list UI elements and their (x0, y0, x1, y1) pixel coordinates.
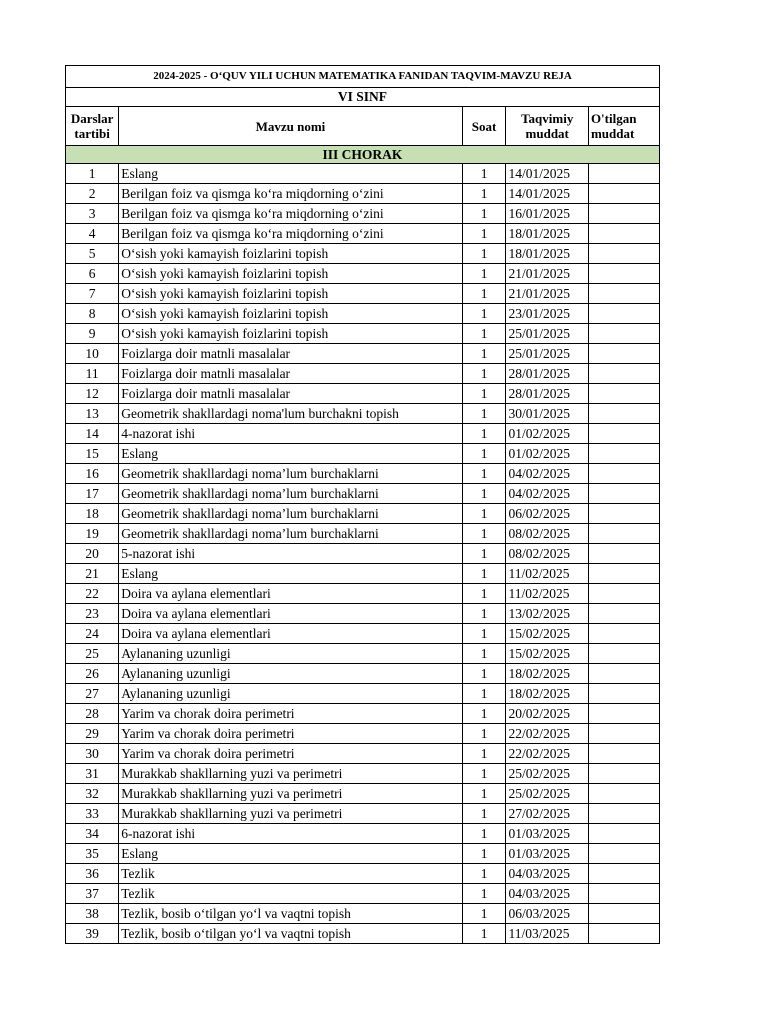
table-row (66, 924, 660, 944)
lesson-number: 23 (66, 604, 119, 624)
quarter-label: III CHORAK (66, 146, 660, 164)
lesson-planned-date: 04/03/2025 (506, 884, 588, 904)
table-row (66, 744, 660, 764)
lesson-number: 4 (66, 224, 119, 244)
lesson-completed-date (588, 644, 659, 664)
table-row (66, 184, 660, 204)
lesson-planned-date: 15/02/2025 (506, 644, 588, 664)
lesson-hours: 1 (462, 644, 506, 664)
lesson-topic: Eslang (119, 444, 462, 464)
lesson-topic: O‘sish yoki kamayish foizlarini topish (119, 304, 462, 324)
lesson-topic: Yarim va chorak doira perimetri (119, 724, 462, 744)
lesson-completed-date (588, 364, 659, 384)
lesson-number: 25 (66, 644, 119, 664)
lesson-completed-date (588, 744, 659, 764)
lesson-planned-date: 06/02/2025 (506, 504, 588, 524)
lesson-completed-date (588, 704, 659, 724)
lesson-completed-date (588, 844, 659, 864)
lesson-topic: Berilgan foiz va qismga ko‘ra miqdorning o‘zini (119, 184, 462, 204)
table-row (66, 644, 660, 664)
lesson-planned-date: 01/03/2025 (506, 824, 588, 844)
lesson-hours: 1 (462, 424, 506, 444)
lesson-topic: Foizlarga doir matnli masalalar (119, 344, 462, 364)
lesson-number: 38 (66, 904, 119, 924)
lesson-topic: Eslang (119, 164, 462, 184)
lesson-hours: 1 (462, 564, 506, 584)
lesson-topic: Murakkab shakllarning yuzi va perimetri (119, 804, 462, 824)
lesson-completed-date (588, 804, 659, 824)
lesson-planned-date: 08/02/2025 (506, 524, 588, 544)
lesson-topic: Geometrik shakllardagi noma'lum burchakni topish (119, 404, 462, 424)
table-row (66, 784, 660, 804)
lesson-number: 11 (66, 364, 119, 384)
lesson-hours: 1 (462, 824, 506, 844)
table-row (66, 604, 660, 624)
lesson-hours: 1 (462, 404, 506, 424)
lesson-completed-date (588, 924, 659, 944)
lesson-hours: 1 (462, 544, 506, 564)
lesson-topic: Geometrik shakllardagi noma’lum burchaklarni (119, 464, 462, 484)
lesson-planned-date: 08/02/2025 (506, 544, 588, 564)
lesson-completed-date (588, 164, 659, 184)
table-row (66, 264, 660, 284)
lesson-number: 37 (66, 884, 119, 904)
lesson-completed-date (588, 564, 659, 584)
lesson-topic: O‘sish yoki kamayish foizlarini topish (119, 284, 462, 304)
table-row (66, 884, 660, 904)
lesson-topic: Geometrik shakllardagi noma’lum burchaklarni (119, 524, 462, 544)
lesson-hours: 1 (462, 324, 506, 344)
table-row (66, 324, 660, 344)
lesson-planned-date: 04/02/2025 (506, 464, 588, 484)
lesson-number: 6 (66, 264, 119, 284)
lesson-hours: 1 (462, 664, 506, 684)
lesson-completed-date (588, 504, 659, 524)
lesson-topic: Aylananing uzunligi (119, 684, 462, 704)
lesson-planned-date: 13/02/2025 (506, 604, 588, 624)
lesson-completed-date (588, 724, 659, 744)
lesson-completed-date (588, 884, 659, 904)
table-row (66, 824, 660, 844)
lesson-completed-date (588, 184, 659, 204)
lesson-hours: 1 (462, 464, 506, 484)
lesson-hours: 1 (462, 804, 506, 824)
lesson-hours: 1 (462, 844, 506, 864)
header-hours: Soat (462, 107, 506, 146)
header-planned: Taqvimiy muddat (506, 107, 588, 146)
lesson-planned-date: 15/02/2025 (506, 624, 588, 644)
lesson-hours: 1 (462, 284, 506, 304)
lesson-completed-date (588, 524, 659, 544)
table-row (66, 584, 660, 604)
lesson-topic: O‘sish yoki kamayish foizlarini topish (119, 324, 462, 344)
lesson-planned-date: 25/01/2025 (506, 324, 588, 344)
lesson-number: 21 (66, 564, 119, 584)
lesson-hours: 1 (462, 904, 506, 924)
lesson-planned-date: 11/03/2025 (506, 924, 588, 944)
lesson-number: 2 (66, 184, 119, 204)
lesson-topic: Tezlik (119, 884, 462, 904)
lesson-topic: Yarim va chorak doira perimetri (119, 744, 462, 764)
lesson-completed-date (588, 864, 659, 884)
lesson-completed-date (588, 224, 659, 244)
lesson-number: 22 (66, 584, 119, 604)
lesson-number: 5 (66, 244, 119, 264)
table-row (66, 804, 660, 824)
lesson-planned-date: 01/03/2025 (506, 844, 588, 864)
lesson-topic: Geometrik shakllardagi noma’lum burchaklarni (119, 484, 462, 504)
lesson-topic: Doira va aylana elementlari (119, 604, 462, 624)
lesson-number: 33 (66, 804, 119, 824)
lesson-planned-date: 01/02/2025 (506, 444, 588, 464)
lesson-hours: 1 (462, 684, 506, 704)
lesson-hours: 1 (462, 304, 506, 324)
lesson-completed-date (588, 384, 659, 404)
table-row (66, 304, 660, 324)
table-row (66, 344, 660, 364)
table-row (66, 844, 660, 864)
lesson-completed-date (588, 324, 659, 344)
lesson-planned-date: 22/02/2025 (506, 724, 588, 744)
lesson-completed-date (588, 284, 659, 304)
table-row (66, 684, 660, 704)
lesson-planned-date: 23/01/2025 (506, 304, 588, 324)
lesson-completed-date (588, 604, 659, 624)
lesson-hours: 1 (462, 724, 506, 744)
header-topic: Mavzu nomi (119, 107, 462, 146)
header-completed: O'tilgan muddat (588, 107, 659, 146)
lesson-topic: O‘sish yoki kamayish foizlarini topish (119, 264, 462, 284)
lesson-planned-date: 25/02/2025 (506, 764, 588, 784)
lesson-topic: Doira va aylana elementlari (119, 584, 462, 604)
table-row (66, 224, 660, 244)
lesson-topic: Eslang (119, 844, 462, 864)
lesson-planned-date: 16/01/2025 (506, 204, 588, 224)
lesson-hours: 1 (462, 264, 506, 284)
lesson-hours: 1 (462, 204, 506, 224)
lesson-completed-date (588, 544, 659, 564)
lesson-plan-table (65, 65, 660, 944)
lesson-topic: Tezlik (119, 864, 462, 884)
lesson-planned-date: 27/02/2025 (506, 804, 588, 824)
lesson-completed-date (588, 424, 659, 444)
lesson-topic: Geometrik shakllardagi noma’lum burchaklarni (119, 504, 462, 524)
table-row (66, 244, 660, 264)
lesson-completed-date (588, 464, 659, 484)
table-row (66, 484, 660, 504)
lesson-number: 24 (66, 624, 119, 644)
lesson-topic: Murakkab shakllarning yuzi va perimetri (119, 784, 462, 804)
lesson-topic: Murakkab shakllarning yuzi va perimetri (119, 764, 462, 784)
lesson-topic: Tezlik, bosib o‘tilgan yo‘l va vaqtni topish (119, 924, 462, 944)
lesson-hours: 1 (462, 744, 506, 764)
table-row (66, 704, 660, 724)
lesson-hours: 1 (462, 344, 506, 364)
lesson-topic: O‘sish yoki kamayish foizlarini topish (119, 244, 462, 264)
title-row (66, 66, 660, 88)
quarter-row (66, 146, 660, 164)
table-row (66, 564, 660, 584)
lesson-hours: 1 (462, 704, 506, 724)
lesson-hours: 1 (462, 624, 506, 644)
lesson-hours: 1 (462, 184, 506, 204)
lesson-completed-date (588, 304, 659, 324)
table-row (66, 544, 660, 564)
lesson-number: 18 (66, 504, 119, 524)
grade-row (66, 88, 660, 107)
lesson-planned-date: 18/02/2025 (506, 664, 588, 684)
table-row (66, 364, 660, 384)
lesson-planned-date: 11/02/2025 (506, 564, 588, 584)
lesson-number: 32 (66, 784, 119, 804)
lesson-hours: 1 (462, 864, 506, 884)
lesson-completed-date (588, 624, 659, 644)
lesson-hours: 1 (462, 784, 506, 804)
lesson-completed-date (588, 664, 659, 684)
lesson-topic: 6-nazorat ishi (119, 824, 462, 844)
lesson-completed-date (588, 264, 659, 284)
lesson-completed-date (588, 684, 659, 704)
lesson-number: 39 (66, 924, 119, 944)
lesson-planned-date: 18/02/2025 (506, 684, 588, 704)
lesson-number: 27 (66, 684, 119, 704)
lesson-planned-date: 06/03/2025 (506, 904, 588, 924)
lesson-planned-date: 04/02/2025 (506, 484, 588, 504)
table-row (66, 444, 660, 464)
lesson-number: 30 (66, 744, 119, 764)
lesson-number: 20 (66, 544, 119, 564)
table-row (66, 284, 660, 304)
lesson-planned-date: 14/01/2025 (506, 184, 588, 204)
lesson-number: 1 (66, 164, 119, 184)
lesson-planned-date: 30/01/2025 (506, 404, 588, 424)
lesson-planned-date: 21/01/2025 (506, 284, 588, 304)
table-row (66, 664, 660, 684)
lesson-planned-date: 20/02/2025 (506, 704, 588, 724)
lesson-topic: Yarim va chorak doira perimetri (119, 704, 462, 724)
lesson-planned-date: 28/01/2025 (506, 384, 588, 404)
header-row (66, 107, 660, 146)
lesson-planned-date: 25/02/2025 (506, 784, 588, 804)
lesson-hours: 1 (462, 524, 506, 544)
lesson-completed-date (588, 784, 659, 804)
table-row (66, 724, 660, 744)
lesson-topic: 4-nazorat ishi (119, 424, 462, 444)
header-number: Darslar tartibi (66, 107, 119, 146)
lesson-hours: 1 (462, 884, 506, 904)
lesson-hours: 1 (462, 764, 506, 784)
lesson-topic: Berilgan foiz va qismga ko‘ra miqdorning o‘zini (119, 224, 462, 244)
table-row (66, 404, 660, 424)
lesson-number: 7 (66, 284, 119, 304)
lesson-topic: Eslang (119, 564, 462, 584)
lesson-number: 35 (66, 844, 119, 864)
document-title: 2024-2025 - O‘QUV YILI UCHUN MATEMATIKA FANIDAN TAQVIM-MAVZU REJA (66, 66, 660, 88)
lesson-hours: 1 (462, 604, 506, 624)
lesson-number: 14 (66, 424, 119, 444)
lesson-topic: Aylananing uzunligi (119, 644, 462, 664)
lesson-number: 16 (66, 464, 119, 484)
lesson-topic: Foizlarga doir matnli masalalar (119, 364, 462, 384)
lesson-completed-date (588, 484, 659, 504)
lesson-number: 36 (66, 864, 119, 884)
lesson-completed-date (588, 204, 659, 224)
lesson-number: 28 (66, 704, 119, 724)
lesson-number: 3 (66, 204, 119, 224)
lesson-planned-date: 21/01/2025 (506, 264, 588, 284)
lesson-completed-date (588, 404, 659, 424)
lesson-number: 29 (66, 724, 119, 744)
lesson-hours: 1 (462, 384, 506, 404)
lesson-planned-date: 18/01/2025 (506, 244, 588, 264)
lesson-completed-date (588, 824, 659, 844)
lesson-number: 8 (66, 304, 119, 324)
lesson-planned-date: 28/01/2025 (506, 364, 588, 384)
lesson-hours: 1 (462, 584, 506, 604)
lesson-completed-date (588, 344, 659, 364)
table-row (66, 524, 660, 544)
table-row (66, 904, 660, 924)
lesson-number: 15 (66, 444, 119, 464)
lesson-hours: 1 (462, 364, 506, 384)
lesson-planned-date: 18/01/2025 (506, 224, 588, 244)
lesson-number: 34 (66, 824, 119, 844)
lesson-completed-date (588, 584, 659, 604)
lesson-planned-date: 11/02/2025 (506, 584, 588, 604)
table-row (66, 384, 660, 404)
table-row (66, 764, 660, 784)
grade-label: VI SINF (66, 88, 660, 107)
lesson-number: 26 (66, 664, 119, 684)
lesson-hours: 1 (462, 484, 506, 504)
lesson-hours: 1 (462, 224, 506, 244)
table-row (66, 864, 660, 884)
lesson-topic: Foizlarga doir matnli masalalar (119, 384, 462, 404)
lesson-planned-date: 22/02/2025 (506, 744, 588, 764)
table-row (66, 624, 660, 644)
lesson-number: 17 (66, 484, 119, 504)
lesson-hours: 1 (462, 164, 506, 184)
lesson-hours: 1 (462, 444, 506, 464)
lesson-topic: Berilgan foiz va qismga ko‘ra miqdorning o‘zini (119, 204, 462, 224)
lesson-planned-date: 04/03/2025 (506, 864, 588, 884)
lesson-planned-date: 01/02/2025 (506, 424, 588, 444)
lesson-hours: 1 (462, 924, 506, 944)
lesson-completed-date (588, 244, 659, 264)
table-row (66, 464, 660, 484)
lesson-number: 12 (66, 384, 119, 404)
lesson-topic: 5-nazorat ishi (119, 544, 462, 564)
lesson-topic: Tezlik, bosib o‘tilgan yo‘l va vaqtni topish (119, 904, 462, 924)
table-row (66, 164, 660, 184)
lesson-planned-date: 25/01/2025 (506, 344, 588, 364)
table-row (66, 204, 660, 224)
lesson-number: 13 (66, 404, 119, 424)
lesson-topic: Doira va aylana elementlari (119, 624, 462, 644)
lesson-number: 9 (66, 324, 119, 344)
lesson-topic: Aylananing uzunligi (119, 664, 462, 684)
lesson-number: 19 (66, 524, 119, 544)
lesson-hours: 1 (462, 244, 506, 264)
lesson-hours: 1 (462, 504, 506, 524)
lesson-planned-date: 14/01/2025 (506, 164, 588, 184)
lesson-completed-date (588, 904, 659, 924)
lesson-completed-date (588, 764, 659, 784)
lesson-number: 31 (66, 764, 119, 784)
lesson-completed-date (588, 444, 659, 464)
lesson-plan-body (66, 66, 660, 944)
table-row (66, 424, 660, 444)
lesson-number: 10 (66, 344, 119, 364)
table-row (66, 504, 660, 524)
